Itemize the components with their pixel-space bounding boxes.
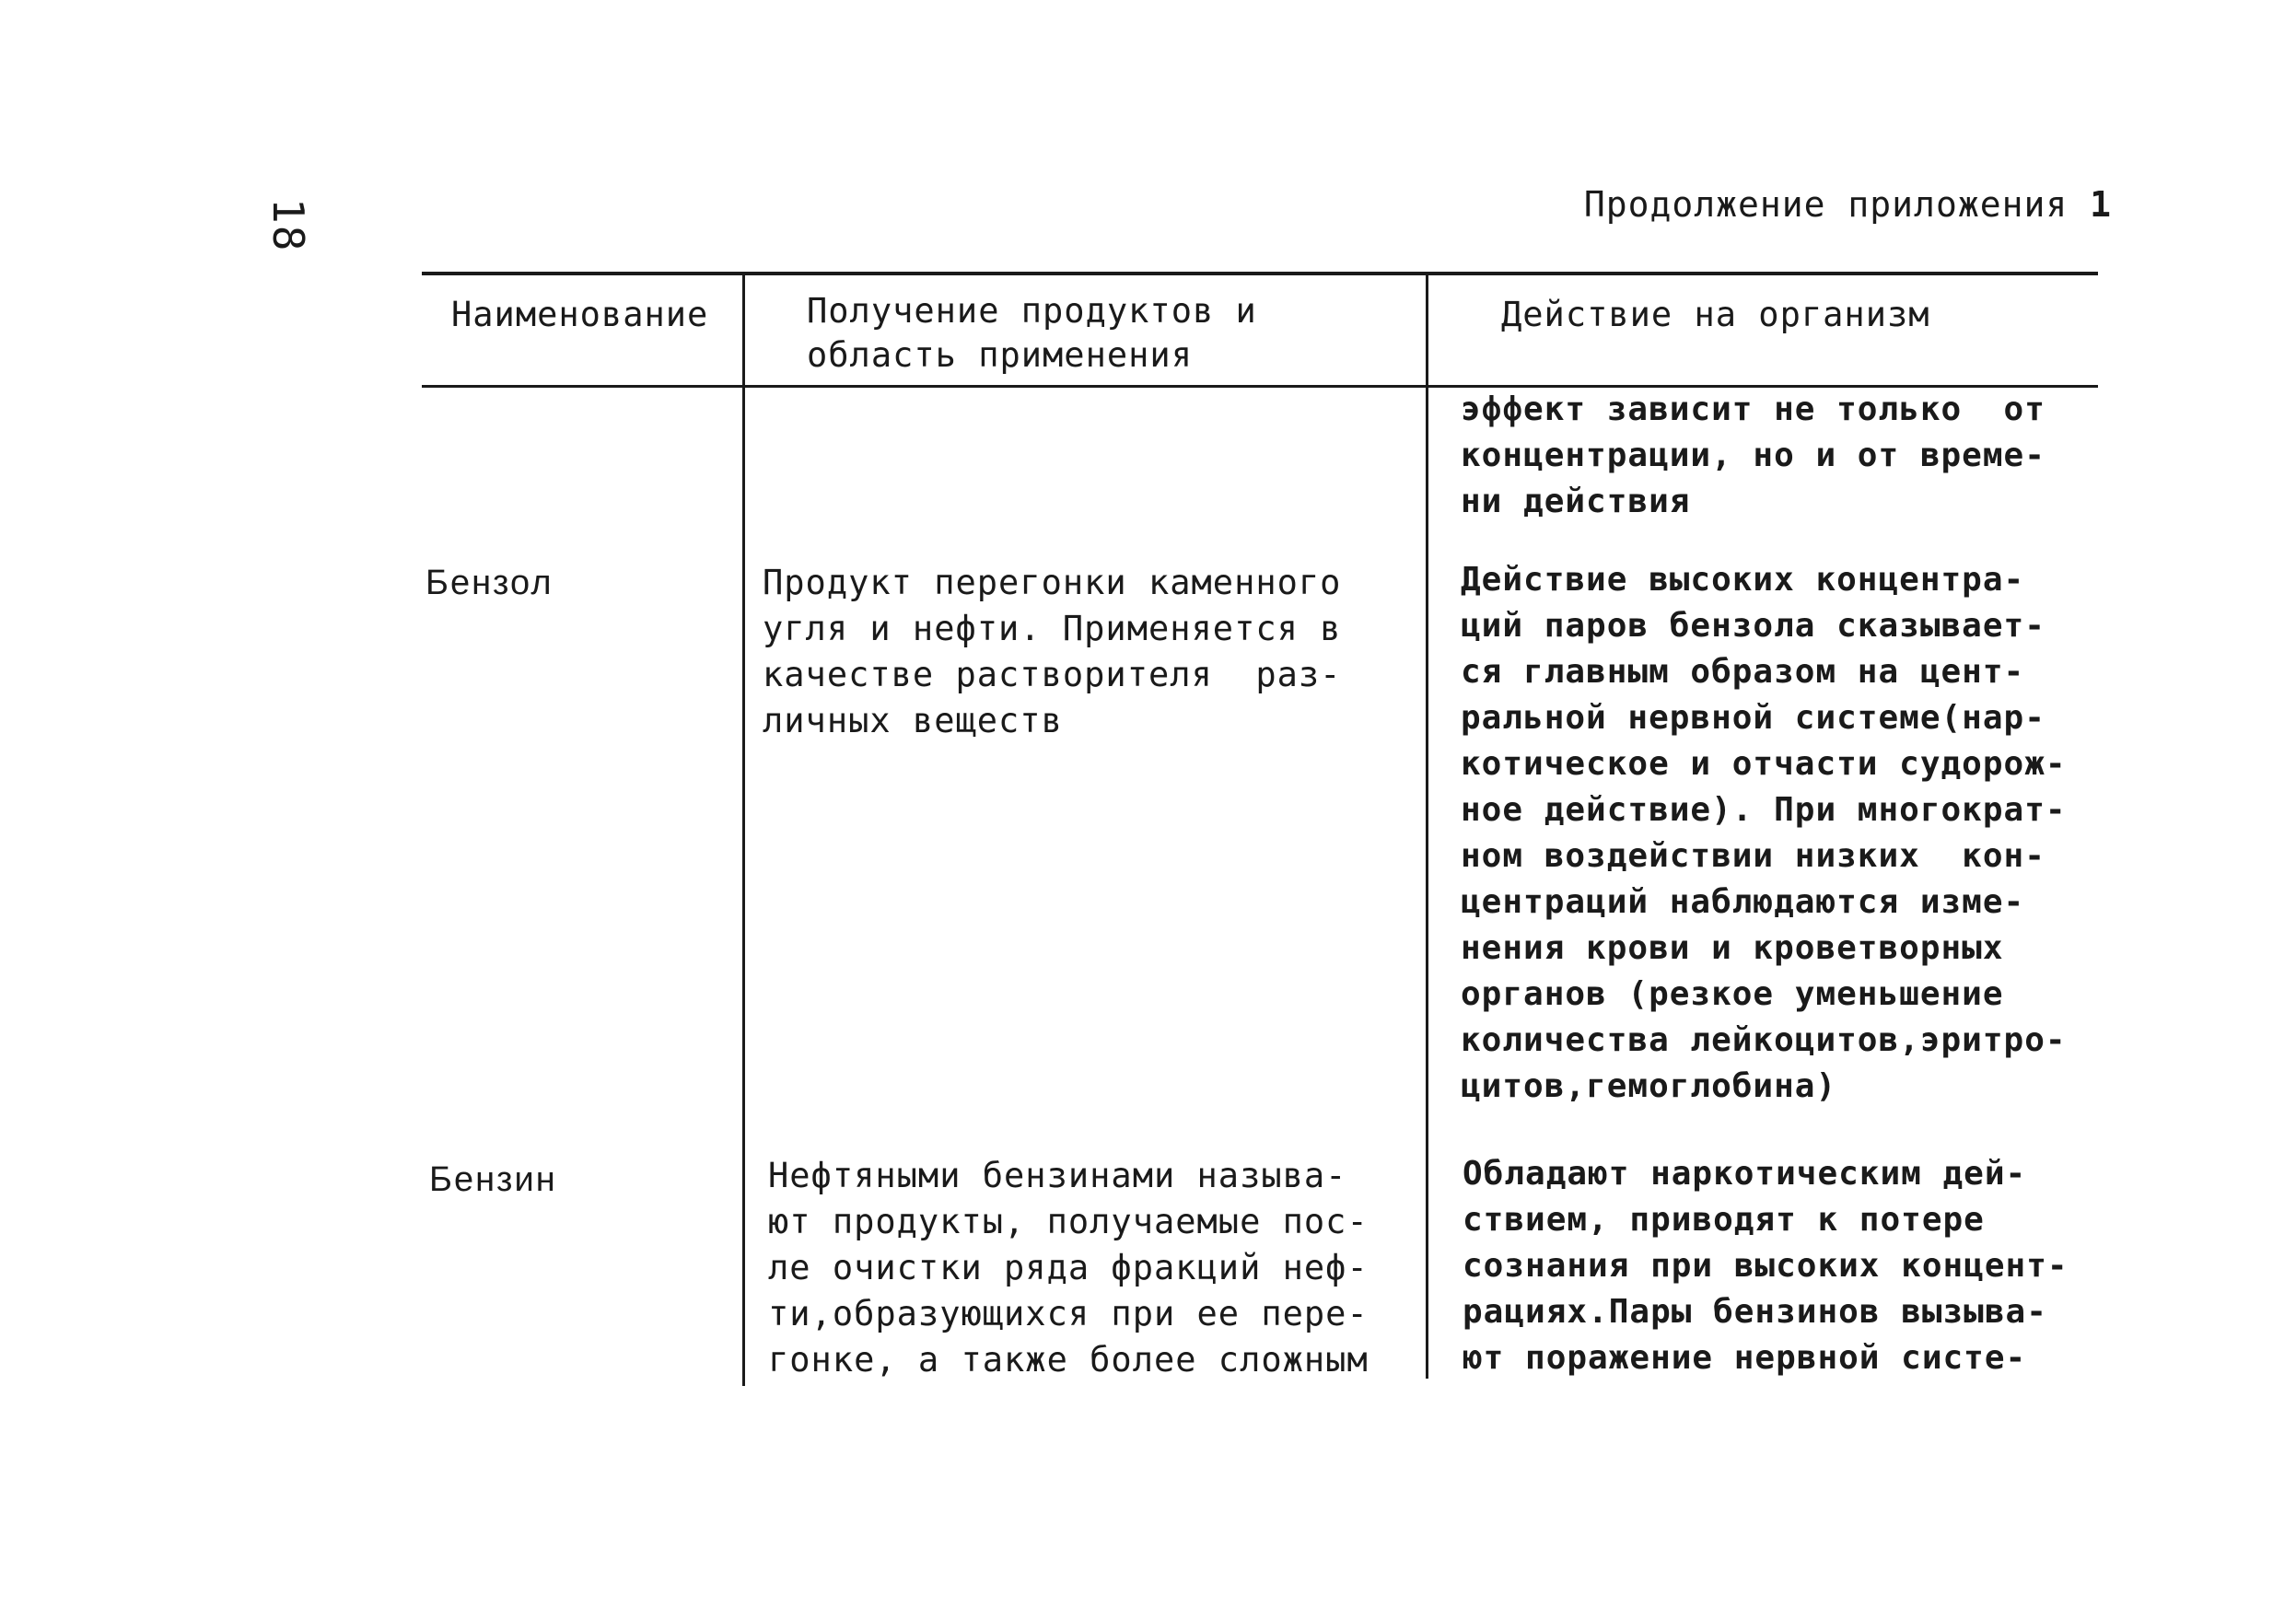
- table-row-benzene-effect: Действие высоких концентра- ций паров бензола сказывает- ся главным образом на цент- ральной нервной системе(нар- котическое и отчасти судорож- ное действие). При многократ- ном воздействии низких кон- центраций наблюдаются изме- нения крови и кроветворных органов (резкое уменьшение количества лейкоцитов,эритро- цитов,гемоглобина): [1461, 561, 2067, 1105]
- column-divider-1: [742, 274, 745, 1386]
- table-row-gasoline-production: Нефтяными бензинами называ- ют продукты, получаемые пос- ле очистки ряда фракций неф- ти,образующихся при ее пере- гонке, а также более сложным: [768, 1156, 1369, 1380]
- table-row-benzene-production: Продукт перегонки каменного угля и нефти. Применяется в качестве растворителя раз- личных веществ: [763, 563, 1342, 740]
- table-row-gasoline-name: Бензин: [429, 1160, 557, 1199]
- page-number: 18: [263, 198, 313, 253]
- table-top-rule: [422, 272, 2098, 275]
- column-divider-2: [1426, 274, 1428, 1379]
- table-row-continued-effect: эффект зависит не только от концентрации, но и от време- ни действия: [1461, 390, 2045, 520]
- header-effect: Действие на организм: [1501, 295, 1930, 334]
- table-row-gasoline-effect: Обладают наркотическим дей- ствием, приводят к потере сознания при высоких концент- рациях.Пары бензинов вызыва- ют поражение нервной систе-: [1463, 1155, 2069, 1377]
- table-row-benzene-name: Бензол: [425, 564, 554, 602]
- continuation-heading: [1584, 184, 2112, 225]
- header-production: Получение продуктов и область применения: [807, 291, 1257, 375]
- header-name: Наименование: [451, 295, 709, 334]
- appendix-number: 1: [2090, 184, 2112, 225]
- continuation-label: Продолжение приложения: [1583, 184, 2069, 225]
